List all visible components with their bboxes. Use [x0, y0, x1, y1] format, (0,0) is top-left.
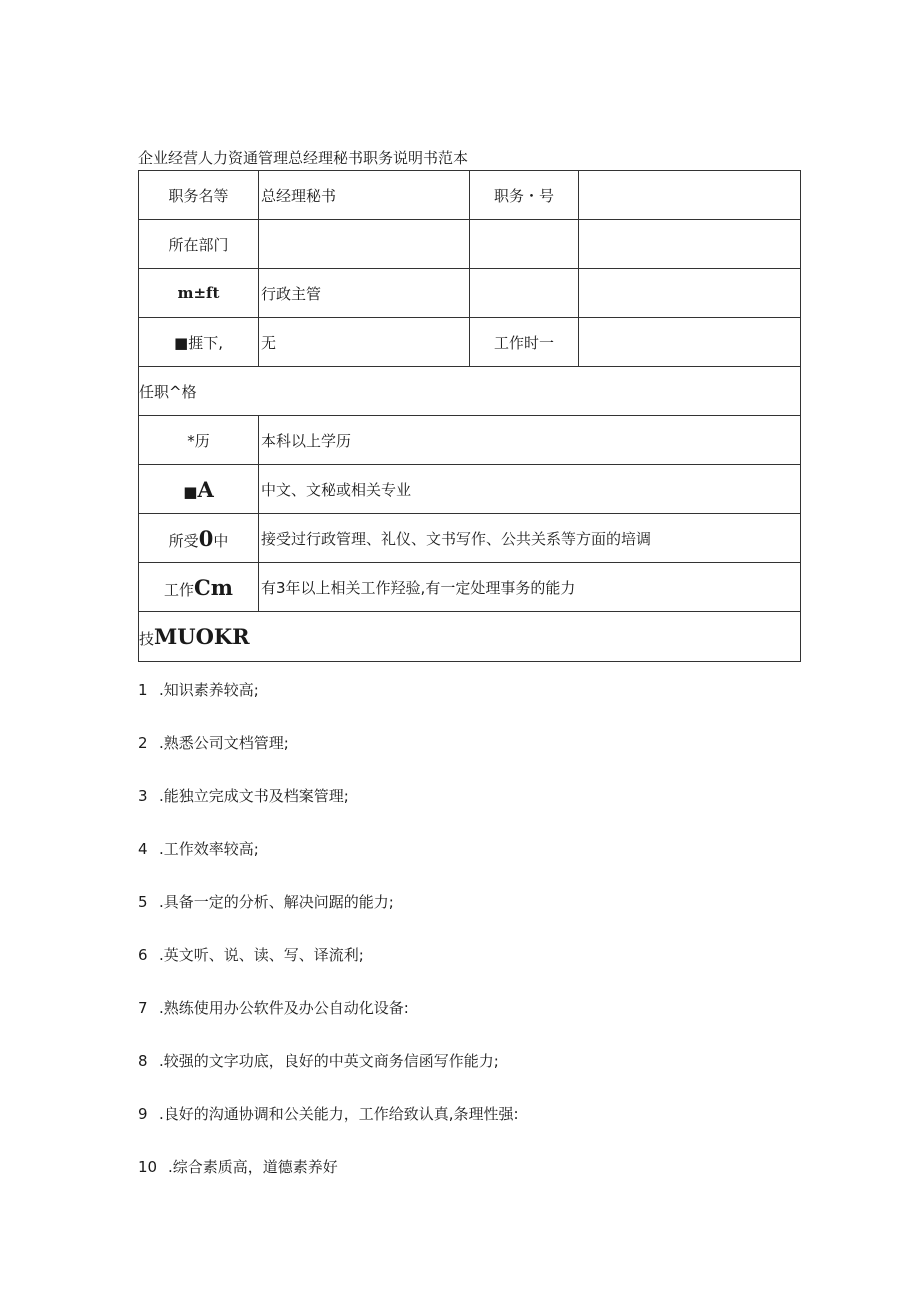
list-item-text: .较强的文字功底，良好的中英文商务信函写作能力;: [159, 1052, 499, 1070]
list-item: [138, 1051, 519, 1104]
list-item: [138, 892, 519, 945]
requirements-list: [138, 680, 519, 1210]
table-row: [139, 318, 801, 367]
table-row: [139, 367, 801, 416]
experience-value: 有3年以上相关工作羟验,有一定处理事务的能力: [259, 563, 801, 612]
list-item: [138, 786, 519, 839]
department-label: 所在部门: [139, 220, 259, 269]
list-item: [138, 945, 519, 998]
work-hours-label: 工作时一: [470, 318, 579, 367]
list-item-text: .综合素质高，道德素养好: [168, 1158, 338, 1176]
list-item-number: 7: [138, 999, 148, 1017]
list-item-text: .能独立完成文书及档案管理;: [159, 787, 349, 805]
table-row: [139, 171, 801, 220]
experience-label-big: Cm: [194, 574, 233, 600]
skills-heading-big: MUOKR: [154, 624, 250, 649]
list-item: [138, 1104, 519, 1157]
major-label: [139, 465, 259, 514]
list-item-text: .良好的沟通协调和公关能力，工作给致认真,条理性强:: [159, 1105, 519, 1123]
work-hours-value: [579, 318, 801, 367]
list-item: [138, 733, 519, 786]
training-label: [139, 514, 259, 563]
training-label-big: 0: [198, 525, 214, 551]
list-item-number: 3: [138, 787, 148, 805]
table-row: [139, 563, 801, 612]
department-extra-value: [579, 220, 801, 269]
qualifications-section-heading: 任职^格: [139, 367, 801, 416]
department-value: [259, 220, 470, 269]
list-item: [138, 680, 519, 733]
major-label-big: A: [197, 476, 214, 502]
education-value: 本科以上学历: [259, 416, 801, 465]
training-value: 接受过行政管理、礼仪、文书写作、公共关系等方面的培调: [259, 514, 801, 563]
list-item: [138, 998, 519, 1051]
supervisor-value: 行政主管: [259, 269, 470, 318]
list-item-number: 9: [138, 1105, 148, 1123]
table-row: [139, 465, 801, 514]
job-number-value: [579, 171, 801, 220]
table-row: [139, 514, 801, 563]
skills-section-heading: [139, 612, 801, 662]
list-item-text: .英文听、说、读、写、译流利;: [159, 946, 364, 964]
list-item: [138, 839, 519, 892]
list-item-number: 1: [138, 681, 148, 699]
table-row: [139, 612, 801, 662]
experience-label-prefix: 工作: [164, 580, 195, 599]
list-item-text: .具备一定的分析、解决问踞的能力;: [159, 893, 394, 911]
document-title: 企业经营人力资通管理总经理秘书职务说明书范本: [138, 149, 469, 167]
list-item-number: 10: [138, 1158, 158, 1176]
list-item: [138, 1157, 519, 1210]
major-label-prefix: ■: [183, 482, 198, 501]
table-row: [139, 269, 801, 318]
subordinates-label: ■捱下,: [139, 318, 259, 367]
job-description-table: [138, 170, 801, 662]
major-value: 中文、文秘或相关专业: [259, 465, 801, 514]
job-number-label: 职务・号: [470, 171, 579, 220]
table-row: [139, 416, 801, 465]
list-item-number: 5: [138, 893, 148, 911]
list-item-text: .熟悉公司文档管理;: [159, 734, 289, 752]
list-item-text: .知识素养较高;: [159, 681, 259, 699]
list-item-number: 8: [138, 1052, 148, 1070]
job-title-value: 总经理秘书: [259, 171, 470, 220]
experience-label: [139, 563, 259, 612]
list-item-text: .熟练使用办公软件及办公自动化设备:: [159, 999, 409, 1017]
skills-heading-prefix: 技: [139, 630, 155, 648]
list-item-number: 6: [138, 946, 148, 964]
job-title-label: 职务名等: [139, 171, 259, 220]
list-item-number: 4: [138, 840, 148, 858]
education-label: *历: [139, 416, 259, 465]
training-label-suffix: 中: [213, 531, 229, 550]
supervisor-extra-label: [470, 269, 579, 318]
subordinates-value: 无: [259, 318, 470, 367]
table-row: [139, 220, 801, 269]
supervisor-extra-value: [579, 269, 801, 318]
list-item-number: 2: [138, 734, 148, 752]
training-label-prefix: 所受: [168, 531, 199, 550]
supervisor-label: m±ft: [139, 269, 259, 318]
list-item-text: .工作效率较高;: [159, 840, 259, 858]
department-extra-label: [470, 220, 579, 269]
